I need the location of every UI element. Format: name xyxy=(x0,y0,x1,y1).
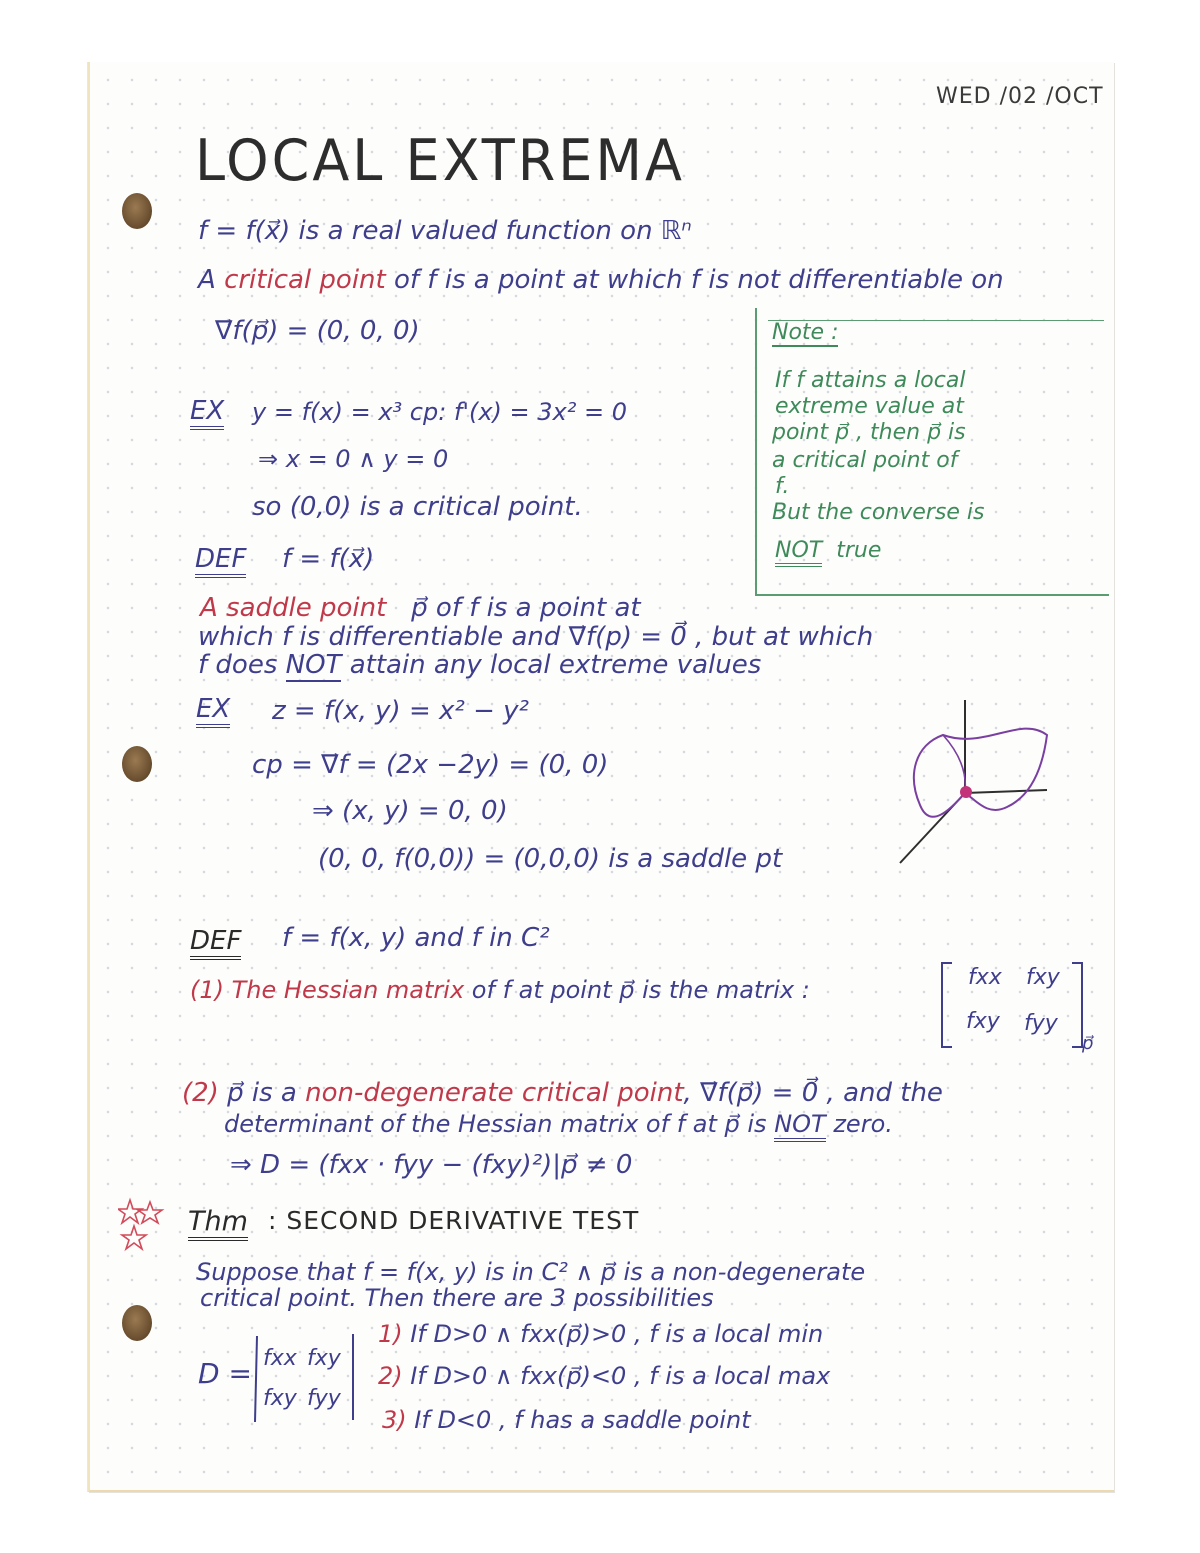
saddle-point-term: A saddle point xyxy=(200,593,387,623)
example-label: EX xyxy=(190,398,224,424)
def-label: DEF xyxy=(190,928,241,954)
example2-line: ⇒ (x, y) = 0, 0) xyxy=(312,796,508,826)
determinant-entry: fxy xyxy=(263,1386,297,1411)
star-icon xyxy=(118,1196,168,1256)
example-label: EX xyxy=(196,696,230,722)
example2-function: z = f(x, y) = x² − y² xyxy=(272,696,529,726)
note-line: extreme value at xyxy=(775,394,964,419)
note-line: a critical point of xyxy=(772,448,958,473)
matrix-entry: fyy xyxy=(1024,1011,1058,1036)
def-label: DEF xyxy=(195,546,246,572)
determinant-entry: fxy xyxy=(307,1346,341,1371)
note-heading: Note : xyxy=(772,320,839,345)
note-line: f. xyxy=(775,474,790,499)
saddle-point-definition: A saddle point p⃗ of f is a point at xyxy=(200,593,641,623)
gradient-zero-equation: ∇⃗f(p⃗) = (0, 0, 0) xyxy=(215,316,420,346)
example2-line: cp = ∇⃗f = (2x −2y) = (0, 0) xyxy=(252,750,609,780)
saddle-point-dot xyxy=(960,786,972,798)
theorem-statement: critical point. Then there are 3 possibilities xyxy=(200,1284,714,1312)
note-line: But the converse is xyxy=(772,500,985,525)
theorem-title: : SECOND DERIVATIVE TEST xyxy=(268,1206,640,1235)
case-saddle-point: 3) If D<0 , f has a saddle point xyxy=(382,1406,751,1434)
def1-head: f = f(x⃗) xyxy=(282,544,375,574)
note-line: point p⃗ , then p⃗ is xyxy=(772,420,966,445)
case-local-min: 1) If D>0 ∧ fxx(p⃗)>0 , f is a local min xyxy=(378,1320,824,1348)
saddle-point-definition-line: f does NOT attain any local extreme values xyxy=(198,650,762,680)
hessian-matrix-definition: (1) The Hessian matrix of f at point p⃗ is the matrix : xyxy=(190,976,810,1004)
example1-line: y = f(x) = x³ cp: f'(x) = 3x² = 0 xyxy=(252,398,627,426)
note-line-final: NOT true xyxy=(775,540,881,562)
matrix-entry: fxx xyxy=(968,965,1002,990)
example2-conclusion: (0, 0, f(0,0)) = (0,0,0) is a saddle pt xyxy=(318,844,783,874)
determinant xyxy=(245,1330,365,1430)
non-degenerate-definition: (2) p⃗ is a non-degenerate critical point, ∇⃗f(p⃗) = 0⃗ , and the xyxy=(182,1078,943,1108)
not-emphasis: NOT xyxy=(775,538,822,567)
determinant-condition: ⇒ D = (fxx · fyy − (fxy)²)|p⃗ ≠ 0 xyxy=(230,1150,633,1180)
critical-point-definition: A critical point of f is a point at which f is not differentiable on xyxy=(198,265,1004,295)
page-title: LOCAL EXTREMA xyxy=(195,127,685,194)
non-degenerate-term: non-degenerate critical point xyxy=(305,1078,684,1108)
intro-definition: f = f(x⃗) is a real valued function on ℝⁿ xyxy=(198,216,692,246)
determinant-entry: fxx xyxy=(263,1346,297,1371)
example1-line: ⇒ x = 0 ∧ y = 0 xyxy=(258,445,449,473)
def2-head: f = f(x, y) and f in C² xyxy=(282,923,550,953)
non-degenerate-definition-line: determinant of the Hessian matrix of f at p⃗ is NOT zero. xyxy=(224,1112,893,1136)
hessian-matrix xyxy=(932,955,1102,1063)
saddle-point-definition-line: which f is differentiable and ∇⃗f(p) = 0⃗ , but at which xyxy=(198,622,874,652)
theorem-label: Thm xyxy=(188,1208,248,1235)
matrix-entry: fxy xyxy=(1026,965,1060,990)
matrix-evaluation-point: p⃗ xyxy=(1082,1033,1094,1054)
punch-hole xyxy=(122,1305,152,1341)
case-local-max: 2) If D>0 ∧ fxx(p⃗)<0 , f is a local max xyxy=(378,1362,831,1390)
critical-point-term: critical point xyxy=(224,265,386,295)
d-label: D = xyxy=(198,1357,252,1390)
hessian-matrix-term: Hessian matrix xyxy=(283,976,465,1004)
example1-conclusion: so (0,0) is a critical point. xyxy=(252,492,583,522)
determinant-entry: fyy xyxy=(307,1386,341,1411)
saddle-surface-sketch xyxy=(895,695,1060,875)
matrix-entry: fxy xyxy=(966,1009,1000,1034)
punch-hole xyxy=(122,746,152,782)
punch-hole xyxy=(122,193,152,229)
page-date: WED /02 /OCT xyxy=(936,84,1104,109)
note-line: If f attains a local xyxy=(775,368,966,393)
theorem-statement: Suppose that f = f(x, y) is in C² ∧ p⃗ is a non-degenerate xyxy=(196,1258,866,1286)
